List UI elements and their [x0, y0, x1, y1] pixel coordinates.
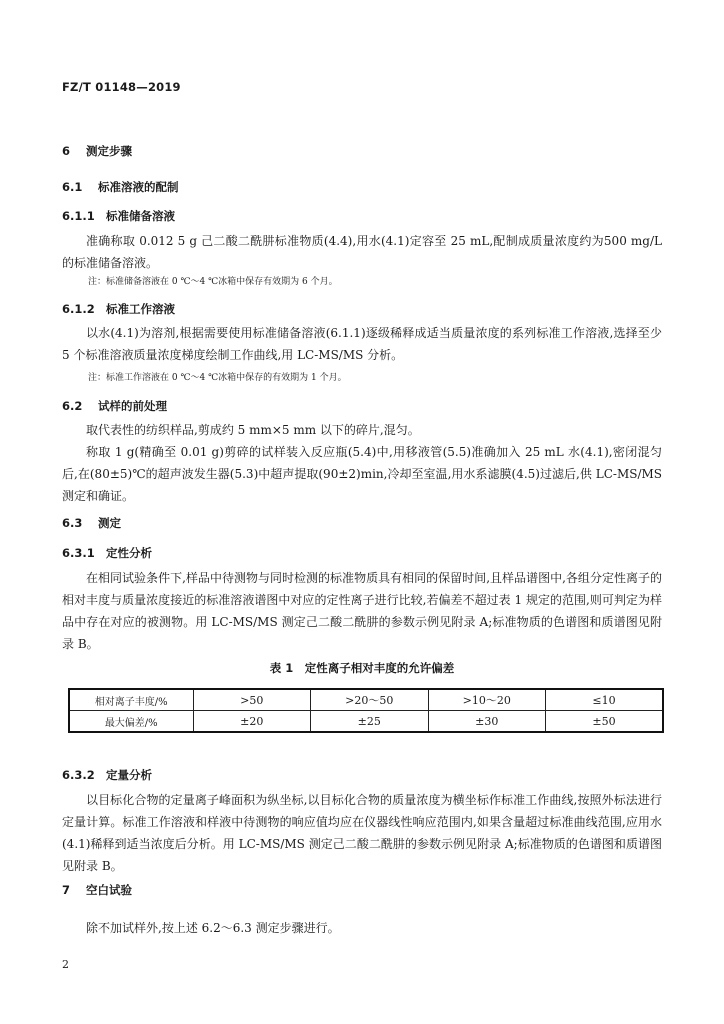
table-cell: ±50	[546, 711, 664, 733]
section-number: 7	[62, 883, 71, 897]
section-6-3-1-heading	[62, 545, 152, 561]
table-cell: 相对离子丰度/%	[69, 689, 193, 711]
section-title: 标准工作溶液	[106, 302, 175, 316]
section-title: 试样的前处理	[98, 399, 167, 413]
section-6-heading	[62, 143, 132, 159]
table-cell: >20～50	[311, 689, 429, 711]
paragraph-6-3-2: 以目标化合物的定量离子峰面积为纵坐标,以目标化合物的质量浓度为横坐标作标准工作曲线,按照外标法进行定量计算。标准工作溶液和样液中待测物的响应值均应在仪器线性响应范围内,如果含量超过标准曲线范围,应用水(4.1)稀释到适当浓度后分析。用 LC-MS/MS 测定己二酸二酰肼的参数示例见附录 A;标准物质的色谱图和质谱图见附录 B。	[62, 793, 662, 873]
table-cell: >50	[193, 689, 311, 711]
section-number: 6.2	[62, 399, 83, 413]
section-title: 定量分析	[106, 768, 152, 782]
table-cell: ±25	[311, 711, 429, 733]
section-number: 6.3.2	[62, 768, 95, 782]
section-title: 定性分析	[106, 546, 152, 560]
section-number: 6.3	[62, 516, 83, 530]
section-number: 6.1.2	[62, 302, 95, 316]
paragraph-6-2-a: 取代表性的纺织样品,剪成约 5 mm×5 mm 以下的碎片,混匀。	[86, 423, 420, 437]
section-6-1-1-heading	[62, 208, 175, 224]
table-cell: ≤10	[546, 689, 664, 711]
section-6-2-heading	[62, 398, 167, 414]
section-number: 6.1.1	[62, 209, 95, 223]
table-cell: >10～20	[428, 689, 546, 711]
table-1	[68, 688, 664, 733]
section-number: 6.1	[62, 180, 83, 194]
paragraph-7: 除不加试样外,按上述 6.2～6.3 测定步骤进行。	[86, 921, 340, 935]
section-title: 空白试验	[86, 883, 132, 897]
paragraph-6-1-1: 准确称取 0.012 5 g 己二酸二酰肼标准物质(4.4),用水(4.1)定容至 25 mL,配制成质量浓度约为500 mg/L 的标准储备溶液。	[62, 234, 662, 270]
table-row	[69, 689, 663, 711]
section-number: 6	[62, 144, 71, 158]
section-6-1-2-heading	[62, 301, 175, 317]
section-title: 标准储备溶液	[106, 209, 175, 223]
page-number: 2	[62, 958, 69, 971]
paragraph-6-3-1: 在相同试验条件下,样品中待测物与同时检测的标准物质具有相同的保留时间,且样品谱图中,各组分定性离子的相对丰度与质量浓度接近的标准溶液谱图中对应的定性离子进行比较,若偏差不超过表 1 规定的范围,则可判定为样品中存在对应的被测物。用 LC-MS/MS 测定己二酸二酰肼的参数示例见附录 A;标准物质的色谱图和质谱图见附录 B。	[62, 571, 662, 651]
paragraph-6-1-2: 以水(4.1)为溶剂,根据需要使用标准储备溶液(6.1.1)逐级稀释成适当质量浓度的系列标准工作溶液,选择至少 5 个标准溶液质量浓度梯度绘制工作曲线,用 LC-MS/MS 分析。	[62, 326, 662, 362]
note-6-1-1: 注：标准储备溶液在 0 ℃～4 ℃冰箱中保存有效期为 6 个月。	[88, 277, 338, 287]
note-6-1-2: 注：标准工作溶液在 0 ℃～4 ℃冰箱中保存的有效期为 1 个月。	[88, 373, 347, 383]
section-6-3-2-heading	[62, 767, 152, 783]
table-1-caption: 表 1 定性离子相对丰度的允许偏差	[269, 661, 455, 675]
table-row	[69, 711, 663, 733]
section-title: 测定步骤	[86, 144, 132, 158]
paragraph-6-2-b: 称取 1 g(精确至 0.01 g)剪碎的试样装入反应瓶(5.4)中,用移液管(5.5)准确加入 25 mL 水(4.1),密闭混匀后,在(80±5)℃的超声波发生器(5.3)中超声提取(90±2)min,冷却至室温,用水系滤膜(4.5)过滤后,供 LC-MS/MS 测定和确证。	[62, 445, 662, 503]
standard-number: FZ/T 01148—2019	[62, 80, 181, 94]
section-title: 标准溶液的配制	[98, 180, 179, 194]
table-cell: 最大偏差/%	[69, 711, 193, 733]
section-number: 6.3.1	[62, 546, 95, 560]
section-7-heading	[62, 882, 132, 898]
section-6-3-heading	[62, 515, 121, 531]
table-cell: ±30	[428, 711, 546, 733]
section-6-1-heading	[62, 179, 179, 195]
section-title: 测定	[98, 516, 121, 530]
table-cell: ±20	[193, 711, 311, 733]
